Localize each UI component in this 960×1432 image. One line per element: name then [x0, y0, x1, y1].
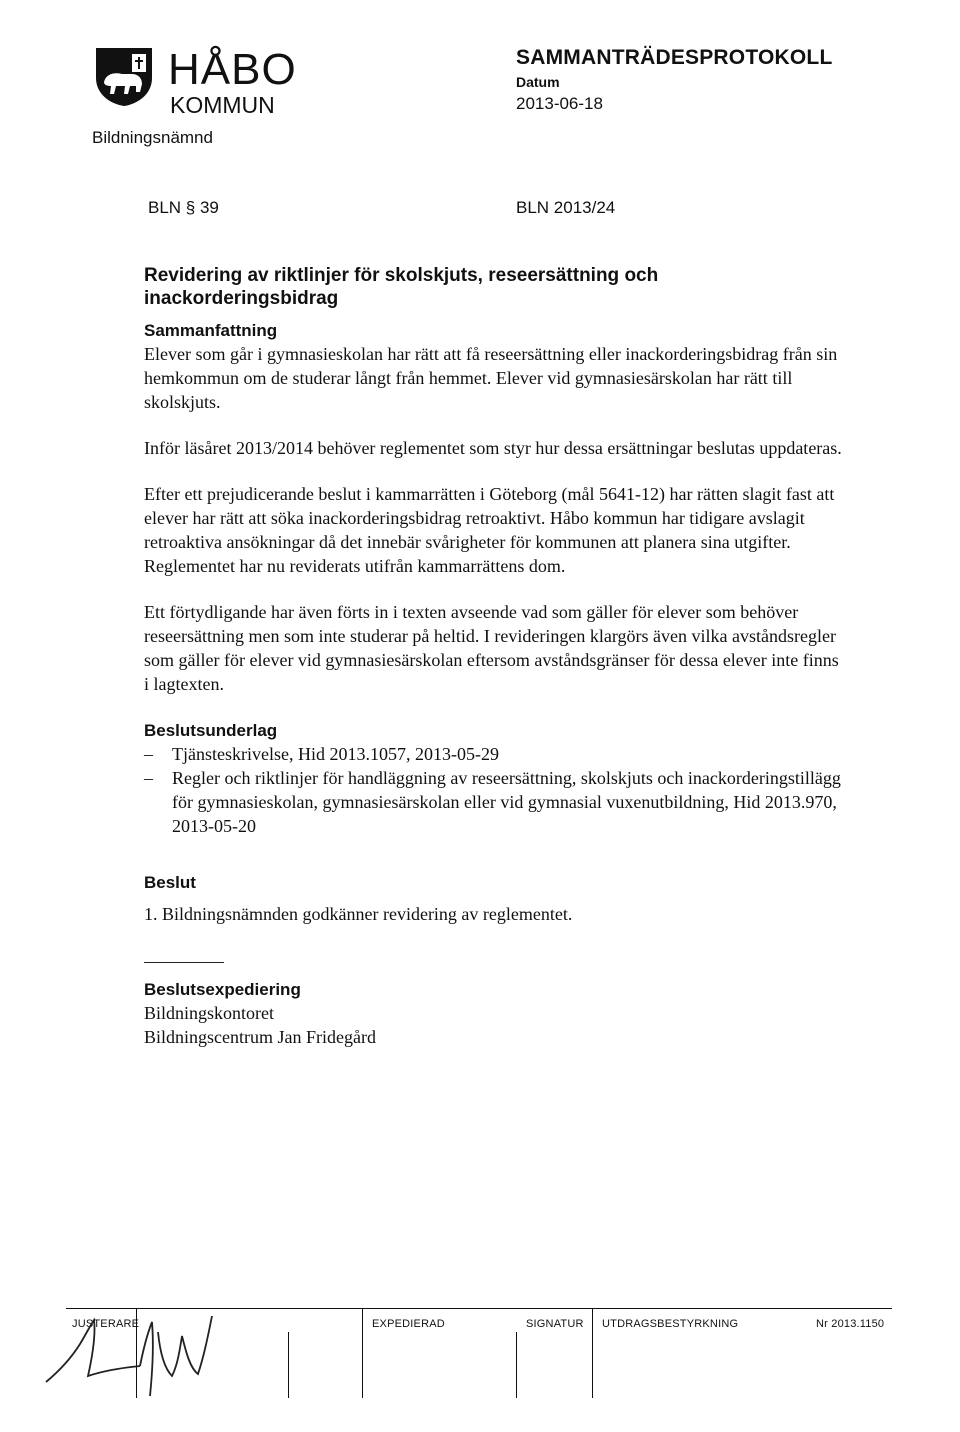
justerare-label: JUSTERARE [72, 1318, 140, 1330]
dispatch-line-2: Bildningscentrum Jan Fridegård [144, 1027, 376, 1047]
signatur-label: SIGNATUR [526, 1318, 584, 1330]
handwritten-signature-icon [40, 1296, 240, 1406]
summary-paragraph-4: Ett förtydligande har även förts in i texten avseende vad som gäller för elever som behöver reseersättning men som inte studerar på heltid. I revideringen klargörs även vilka avståndsregler som gäller för elever vid gymnasiesärskolan eftersom avståndsgränser för dessa elever inte finns i lagtexten. [144, 602, 839, 694]
basis-heading: Beslutsunderlag [144, 721, 278, 740]
document-body [144, 264, 844, 1049]
document-type: SAMMANTRÄDESPROTOKOLL [516, 46, 833, 69]
decision-heading: Beslut [144, 873, 196, 892]
summary-paragraph-2: Inför läsåret 2013/2014 behöver reglementet som styr hur dessa ersättningar beslutas uppdateras. [144, 438, 842, 458]
document-title-line2: inackorderingsbidrag [144, 288, 339, 309]
basis-list [144, 742, 844, 838]
document-title-line1: Revidering av riktlinjer för skolskjuts, reseersättning och [144, 265, 659, 286]
list-item: – Tjänsteskrivelse, Hid 2013.1057, 2013-05-29 [144, 744, 499, 764]
protocol-number: Nr 2013.1150 [816, 1318, 885, 1330]
case-reference: BLN 2013/24 [516, 198, 616, 217]
footer-divider [516, 1332, 517, 1398]
list-item: – Regler och riktlinjer för handläggning av reseersättning, skolskjuts och inackorderingstillägg för gymnasieskolan, gymnasiesärskolan eller vid gymnasial vuxenutbildning, Hid 2013.970, 2013-05-20 [144, 768, 841, 836]
committee-name: Bildningsnämnd [92, 128, 213, 147]
footer-divider [362, 1308, 363, 1398]
decision-item: 1. Bildningsnämnden godkänner revidering av reglementet. [144, 904, 573, 924]
footer-divider [288, 1332, 289, 1398]
date-value: 2013-06-18 [516, 94, 603, 113]
summary-heading: Sammanfattning [144, 321, 278, 340]
municipality-crest-icon [92, 44, 156, 108]
org-name: HÅBO [168, 45, 297, 94]
footer-divider [592, 1308, 593, 1398]
paragraph-reference: BLN § 39 [148, 198, 219, 217]
summary-paragraph-3: Efter ett prejudicerande beslut i kammarrätten i Göteborg (mål 5641-12) har rätten slagit fast att elever har rätt att söka inackorderingsbidrag retroaktivt. Håbo kommun har tidigare avslagit retroaktiva ansökningar då det innebär svårigheter för kommunen att planera sina utgifter. Reglementet har nu reviderats utifrån kammarrättens dom. [144, 484, 835, 576]
dispatch-heading: Beslutsexpediering [144, 980, 301, 999]
date-label: Datum [516, 74, 560, 90]
expedierad-label: EXPEDIERAD [372, 1318, 445, 1330]
org-subtitle: KOMMUN [170, 92, 275, 118]
divider [144, 962, 224, 963]
summary-paragraph-1: Elever som går i gymnasieskolan har rätt att få reseersättning eller inackorderingsbidrag från sin hemkommun om de studerar långt från hemmet. Elever vid gymnasiesärskolan har rätt till skolskjuts. [144, 344, 838, 412]
dispatch-line-1: Bildningskontoret [144, 1003, 274, 1023]
utdrag-label: UTDRAGSBESTYRKNING [602, 1318, 739, 1330]
